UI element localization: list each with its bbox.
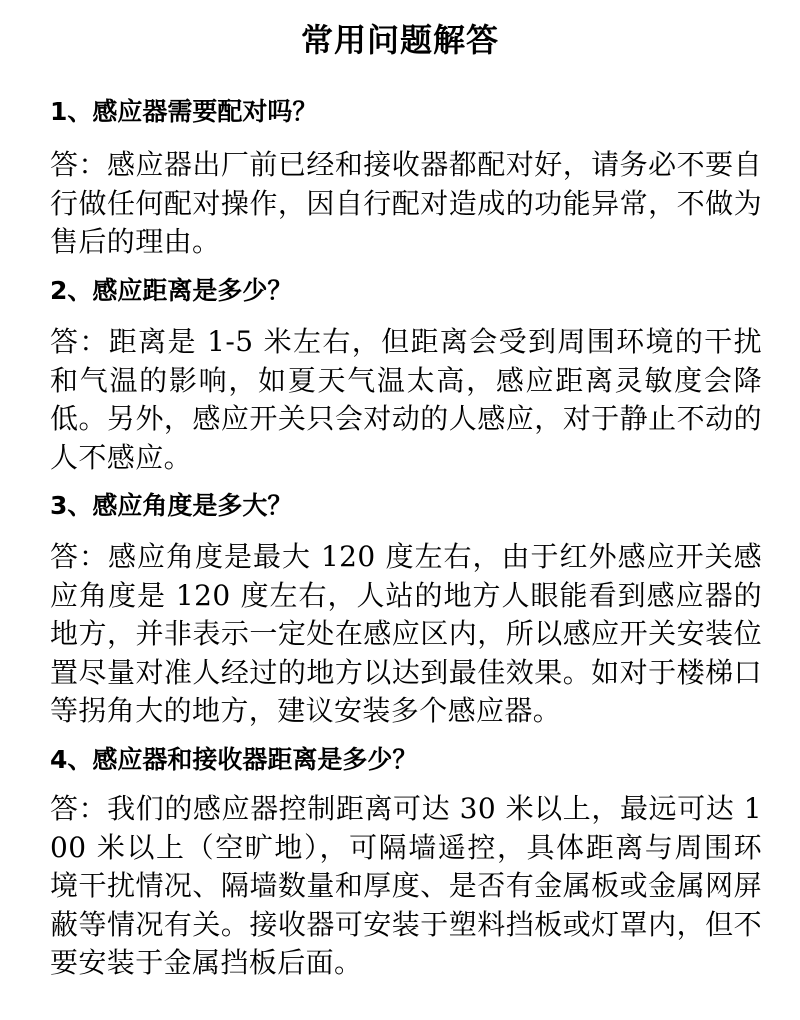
faq-answer-3: 答：感应角度是最大 120 度左右，由于红外感应开关感应角度是 120 度左右，人站的地方人眼能看到感应器的地方，并非表示一定处在感应区内，所以感应开关安装位置尽量对准人经过的地方以达到最佳效果。如对于楼梯口等拐角大的地方，建议安装多个感应器。	[50, 540, 762, 727]
faq-question-3: 3、感应角度是多大？	[50, 491, 293, 520]
faq-question-1: 1、感应器需要配对吗？	[50, 97, 318, 126]
faq-answer-4: 答：我们的感应器控制距离可达 30 米以上，最远可达 100 米以上（空旷地），可隔墙遥控，具体距离与周围环境干扰情况、隔墙数量和厚度、是否有金属板或金属网屏蔽等情况有关。接收器可安装于塑料挡板或灯罩内，但不要安装于金属挡板后面。	[50, 792, 762, 979]
faq-answer-2: 答：距离是 1-5 米左右，但距离会受到周围环境的干扰和气温的影响，如夏天气温太高，感应距离灵敏度会降低。另外，感应开关只会对动的人感应，对于静止不动的人不感应。	[50, 325, 762, 474]
page-title: 常用问题解答	[300, 21, 499, 59]
faq-question-2: 2、感应距离是多少？	[50, 276, 293, 305]
faq-question-4: 4、感应器和接收器距离是多少？	[50, 745, 418, 774]
faq-answer-1: 答：感应器出厂前已经和接收器都配对好，请务必不要自行做任何配对操作，因自行配对造成的功能异常，不做为售后的理由。	[50, 148, 762, 258]
